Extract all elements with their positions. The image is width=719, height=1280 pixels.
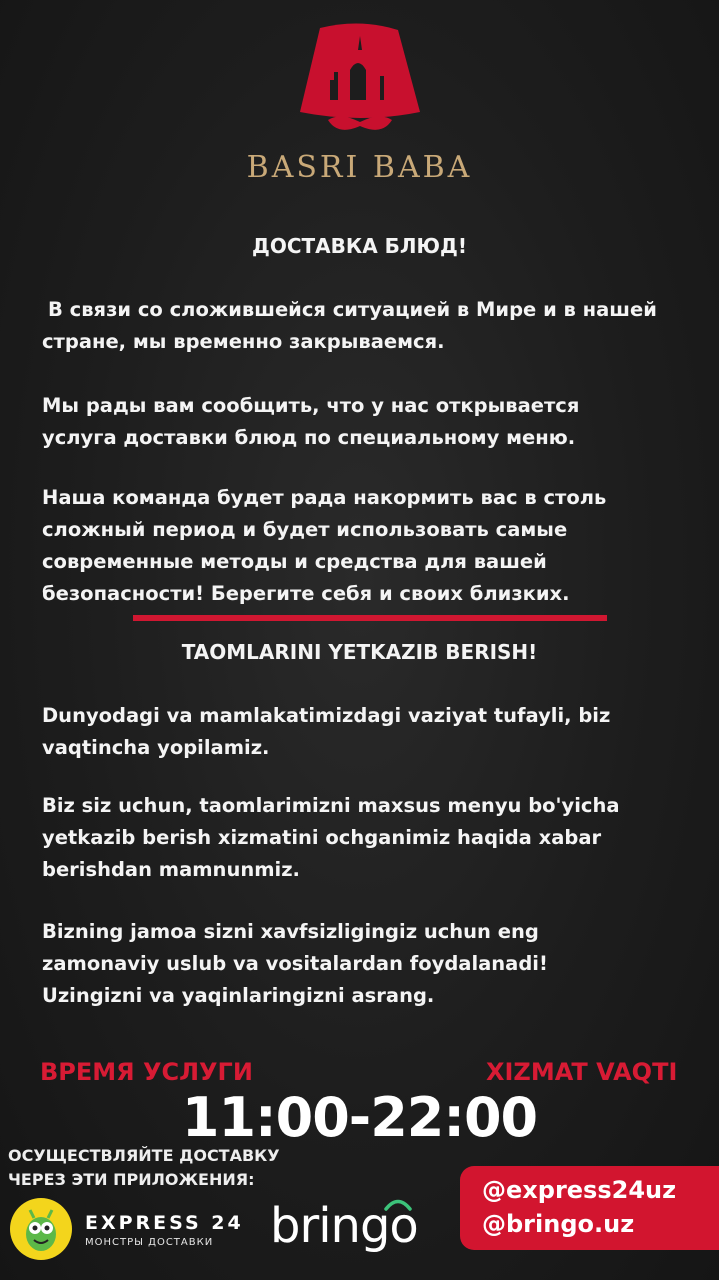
apps-caption [8,1144,318,1192]
uz-p2-line-2: yetkazib berish xizmatini ochganimiz haqida xabar [42,826,602,849]
ru-p1-line-2: стране, мы временно закрываемся. [42,330,445,353]
express24-name: EXPRESS 24 [85,1212,244,1234]
ru-p3-line-2: сложный период и будет использовать самые [42,518,568,541]
brand-name: BASRI BABA [246,150,473,185]
fez-mustache-logo-icon [290,20,430,140]
uz-p1-line-1: Dunyodagi va mamlakatimizdagi vaziyat tufayli, biz [42,704,611,727]
apps-caption-line-2: ЧЕРЕЗ ЭТИ ПРИЛОЖЕНИЯ: [8,1170,255,1189]
express24-monster-icon [10,1198,72,1260]
uz-p3-line-2: zamonaviy uslub va vositalardan foydalanadi! [42,952,548,975]
bringo-logo[interactable]: bringo [270,1198,418,1254]
express24-logo[interactable] [10,1196,250,1260]
ru-p1-line-1: В связи со сложившейся ситуацией в Мире и в нашей [48,298,657,321]
uz-p1-line-2: vaqtincha yopilamiz. [42,736,270,759]
ru-paragraph-3 [42,482,692,610]
ru-paragraph-2 [42,390,692,454]
ru-p3-line-1: Наша команда будет рада накормить вас в столь [42,486,607,509]
logo [0,20,719,140]
ru-heading: ДОСТАВКА БЛЮД! [252,234,467,258]
social-handles [460,1166,719,1250]
ru-p3-line-3: современные методы и средства для вашей [42,550,547,573]
divider [133,615,607,621]
uz-paragraph-3 [42,916,692,1012]
ru-p2-line-2: услуга доставки блюд по специальному меню. [42,426,576,449]
service-label-uz: XIZMAT VAQTI [486,1058,678,1086]
uz-heading: TAOMLARINI YETKAZIB BERISH! [181,640,538,664]
apps-caption-line-1: ОСУЩЕСТВЛЯЙТЕ ДОСТАВКУ [8,1146,280,1165]
handle-bringo[interactable]: @bringo.uz [482,1210,635,1238]
ru-p2-line-1: Мы рады вам сообщить, что у нас открывается [42,394,580,417]
express24-tagline: МОНСТРЫ ДОСТАВКИ [85,1237,214,1248]
ru-paragraph-1 [42,294,692,358]
uz-paragraph-2 [42,790,692,886]
service-hours: 11:00-22:00 [181,1086,538,1149]
uz-p3-line-1: Bizning jamoa sizni xavfsizligingiz uchun eng [42,920,539,943]
uz-p2-line-1: Biz siz uchun, taomlarimizni maxsus menyu bo'yicha [42,794,620,817]
bringo-arc-icon [383,1196,413,1212]
ru-p3-line-4: безопасности! Берегите себя и своих близких. [42,582,570,605]
uz-p2-line-3: berishdan mamnunmiz. [42,858,300,881]
uz-paragraph-1 [42,700,692,764]
handle-express24[interactable]: @express24uz [482,1176,677,1204]
service-label-ru: ВРЕМЯ УСЛУГИ [40,1058,253,1086]
uz-p3-line-3: Uzingizni va yaqinlaringizni asrang. [42,984,435,1007]
